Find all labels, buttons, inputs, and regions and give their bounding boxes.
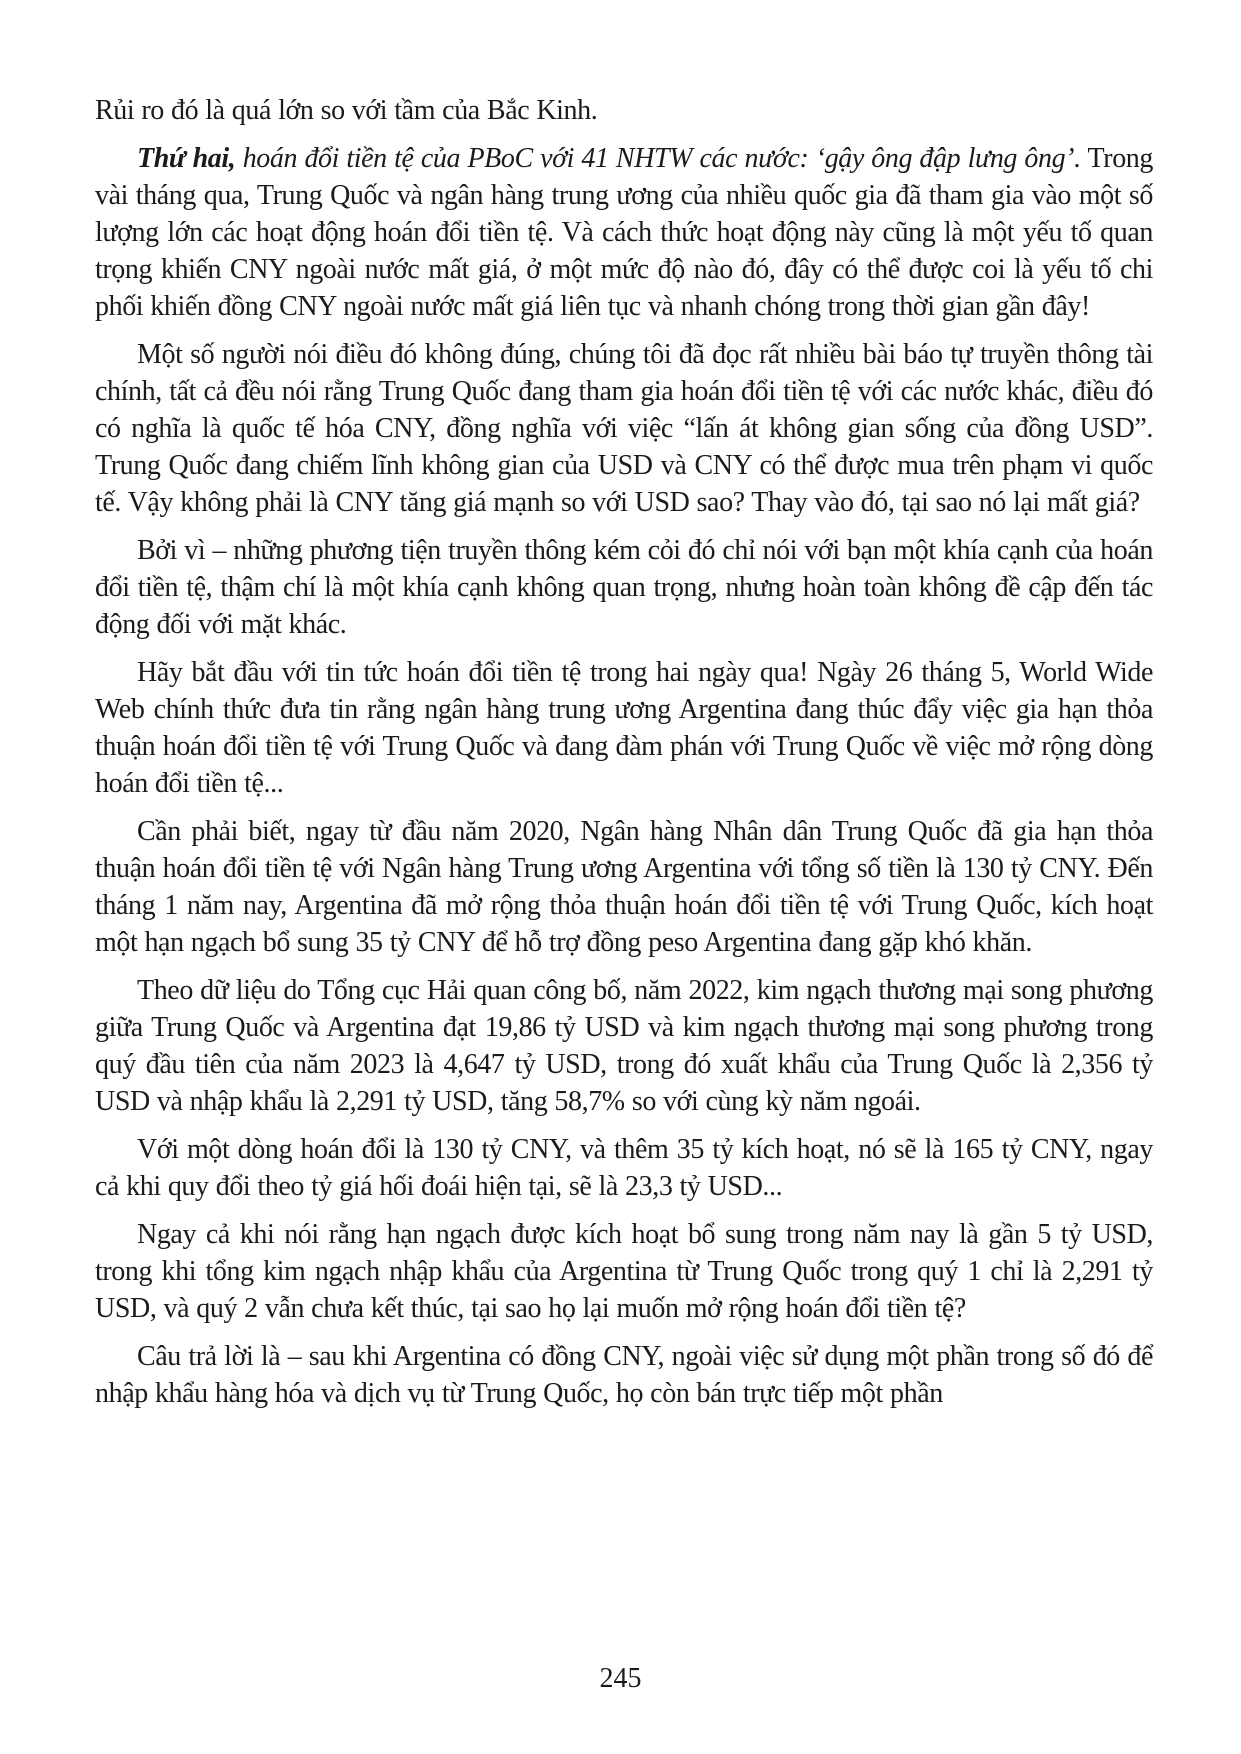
text-run: Hãy bắt đầu với tin tức hoán đổi tiền tệ trong hai ngày qua! Ngày 26 tháng 5, World Wide Web chính thức đưa tin rằng ngân hàng trung ương Argentina đang thúc đẩy việc gia hạn thỏa thuận hoán đổi tiền tệ với Trung Quốc và đang đàm phán với Trung Quốc về việc mở rộng dòng hoán đổi tiền tệ... [95, 657, 1153, 799]
paragraph [95, 336, 1153, 521]
paragraph [95, 1216, 1153, 1327]
paragraph [95, 1338, 1153, 1412]
text-run: hoán đổi tiền tệ của PBoC với 41 NHTW các nước: ‘gậy ông đập lưng ông’. [235, 143, 1081, 174]
text-run: Câu trả lời là – sau khi Argentina có đồng CNY, ngoài việc sử dụng một phần trong số đó để nhập khẩu hàng hóa và dịch vụ từ Trung Quốc, họ còn bán trực tiếp một phần [95, 1341, 1153, 1409]
text-run: Cần phải biết, ngay từ đầu năm 2020, Ngân hàng Nhân dân Trung Quốc đã gia hạn thỏa thuận hoán đổi tiền tệ với Ngân hàng Trung ương Argentina với tổng số tiền là 130 tỷ CNY. Đến tháng 1 năm nay, Argentina đã mở rộng thỏa thuận hoán đổi tiền tệ với Trung Quốc, kích hoạt một hạn ngạch bổ sung 35 tỷ CNY để hỗ trợ đồng peso Argentina đang gặp khó khăn. [95, 816, 1153, 958]
page-number: 245 [599, 1663, 642, 1694]
paragraph [95, 813, 1153, 961]
text-run: Ngay cả khi nói rằng hạn ngạch được kích hoạt bổ sung trong năm nay là gần 5 tỷ USD, trong khi tổng kim ngạch nhập khẩu của Argentina từ Trung Quốc trong quý 1 chỉ là 2,291 tỷ USD, và quý 2 vẫn chưa kết thúc, tại sao họ lại muốn mở rộng hoán đổi tiền tệ? [95, 1219, 1153, 1324]
paragraph [95, 140, 1153, 325]
text-run: Theo dữ liệu do Tổng cục Hải quan công bố, năm 2022, kim ngạch thương mại song phương giữa Trung Quốc và Argentina đạt 19,86 tỷ USD và kim ngạch thương mại song phương trong quý đầu tiên của năm 2023 là 4,647 tỷ USD, trong đó xuất khẩu của Trung Quốc là 2,356 tỷ USD và nhập khẩu là 2,291 tỷ USD, tăng 58,7% so với cùng kỳ năm ngoái. [95, 975, 1153, 1117]
text-run: Một số người nói điều đó không đúng, chúng tôi đã đọc rất nhiều bài báo tự truyền thông tài chính, tất cả đều nói rằng Trung Quốc đang tham gia hoán đổi tiền tệ với các nước khác, điều đó có nghĩa là quốc tế hóa CNY, đồng nghĩa với việc “lấn át không gian sống của đồng USD”. Trung Quốc đang chiếm lĩnh không gian của USD và CNY có thể được mua trên phạm vi quốc tế. Vậy không phải là CNY tăng giá mạnh so với USD sao? Thay vào đó, tại sao nó lại mất giá? [95, 339, 1153, 518]
text-content [95, 92, 1153, 1423]
text-run: Trong vài tháng qua, Trung Quốc và ngân hàng trung ương của nhiều quốc gia đã tham gia vào một số lượng lớn các hoạt động hoán đổi tiền tệ. Và cách thức hoạt động này cũng là một yếu tố quan trọng khiến CNY ngoài nước mất giá, ở một mức độ nào đó, đây có thể được coi là yếu tố chi phối khiến đồng CNY ngoài nước mất giá liên tục và nhanh chóng trong thời gian gần đây! [95, 143, 1153, 322]
text-run: Với một dòng hoán đổi là 130 tỷ CNY, và thêm 35 tỷ kích hoạt, nó sẽ là 165 tỷ CNY, ngay cả khi quy đổi theo tỷ giá hối đoái hiện tại, sẽ là 23,3 tỷ USD... [95, 1134, 1153, 1202]
paragraph [95, 654, 1153, 802]
paragraph [95, 1131, 1153, 1205]
text-run: Rủi ro đó là quá lớn so với tầm của Bắc Kinh. [95, 95, 598, 126]
text-run: Thứ hai, [137, 143, 236, 174]
paragraph [95, 532, 1153, 643]
paragraph [95, 972, 1153, 1120]
paragraph [95, 92, 1153, 129]
text-run: Bởi vì – những phương tiện truyền thông kém cỏi đó chỉ nói với bạn một khía cạnh của hoán đổi tiền tệ, thậm chí là một khía cạnh không quan trọng, nhưng hoàn toàn không đề cập đến tác động đối với mặt khác. [95, 535, 1153, 640]
